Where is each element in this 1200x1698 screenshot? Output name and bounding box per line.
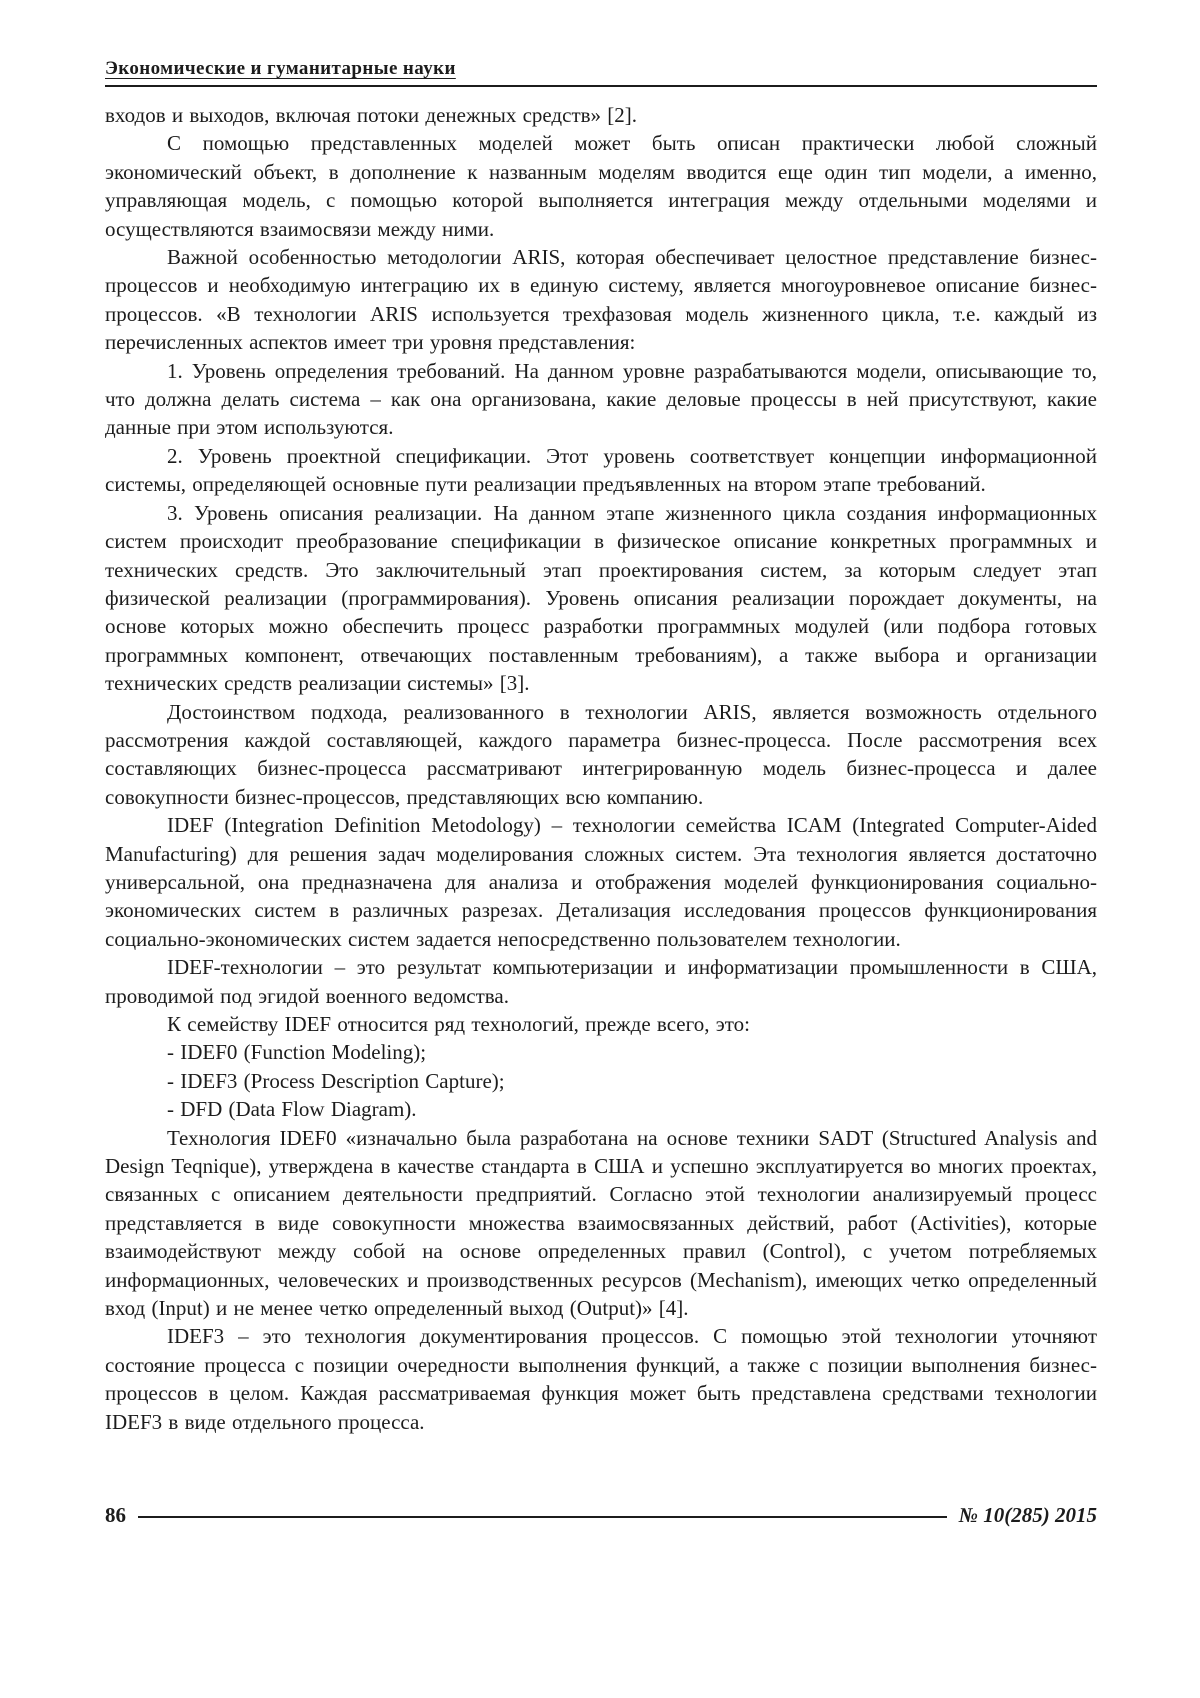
paragraph: - IDEF0 (Function Modeling); — [167, 1040, 427, 1065]
paragraph: Достоинством подхода, реализованного в технологии ARIS, является возможность отдельного рассмотрения каждой составляющей, каждого параметра бизнес-процесса. После рассмотрения всех составляющих бизнес-процесса рассматривают интегрированную модель бизнес-процесса и далее совокупности бизнес-процессов, представляющих всю компанию. — [105, 699, 1097, 809]
paragraph: IDEF-технологии – это результат компьютеризации и информатизации промышленности в США, проводимой под эгидой военного ведомства. — [105, 955, 1097, 1008]
paragraph: входов и выходов, включая потоки денежных средств» [2]. — [105, 103, 638, 127]
running-head — [105, 58, 1097, 87]
article-body — [105, 101, 1097, 1436]
paragraph: Технология IDEF0 «изначально была разработана на основе техники SADT (Structured Analysis and Design Teqnique), утверждена в качестве стандарта в США и успешно эксплуатируется во многих проектах, связанных с описанием деятельности предприятий. Согласно этой технологии анализируемый процесс представляется в виде совокупности множества взаимосвязанных действий, работ (Activities), которые взаимодействуют между собой на основе определенных правил (Control), с учетом потребляемых информационных, человеческих и производственных ресурсов (Mechanism), имеющих четко определенный вход (Input) и не менее четко определенный выход (Output)» [4]. — [105, 1125, 1097, 1321]
paragraph: Важной особенностью методологии ARIS, которая обеспечивает целостное представление бизнес-процессов и необходимую интеграцию их в единую систему, является многоуровневое описание бизнес-процессов. «В технологии ARIS используется трехфазовая модель жизненного цикла, т.е. каждый из перечисленных аспектов имеет три уровня представления: — [105, 245, 1097, 355]
paragraph: - IDEF3 (Process Description Capture); — [167, 1068, 505, 1093]
paragraph: 2. Уровень проектной спецификации. Этот уровень соответствует концепции информационной системы, определяющей основные пути реализации предъявленных на втором этапе требований. — [105, 443, 1097, 497]
paragraph: 1. Уровень определения требований. На данном уровне разрабатываются модели, описывающие то, что должна делать система – как она организована, какие деловые процессы в ней присутствуют, какие данные при этом используются. — [105, 358, 1097, 440]
paragraph: - DFD (Data Flow Diagram). — [167, 1097, 417, 1122]
footer-rule — [138, 1516, 947, 1518]
paragraph: 3. Уровень описания реализации. На данном этапе жизненного цикла создания информационных систем происходит преобразование спецификации в физическое описание конкретных программных и технических средств. Это заключительный этап проектирования систем, за которым следует этап физической реализации (программирования). Уровень описания реализации порождает документы, на основе которых можно обеспечить процесс разработки программных модулей (или подбора готовых программных компонент, отвечающих поставленным требованиям), а также выбора и организации технических средств реализации системы» [3]. — [105, 500, 1097, 696]
issue-label: № 10(285) 2015 — [958, 1503, 1097, 1527]
paragraph: С помощью представленных моделей может быть описан практически любой сложный экономический объект, в дополнение к названным моделям вводится еще один тип модели, а именно, управляющая модель, с помощью которой выполняется интеграция между отдельными моделями и осуществляются взаимосвязи между ними. — [105, 131, 1097, 241]
journal-section-title: Экономические и гуманитарные науки — [105, 58, 456, 79]
page-number: 86 — [105, 1503, 126, 1527]
content-column — [105, 58, 1097, 1436]
paragraph: К семейству IDEF относится ряд технологий, прежде всего, это: — [167, 1012, 750, 1036]
paragraph: IDEF (Integration Definition Metodology) – технологии семейства ICAM (Integrated Computer-Aided Manufacturing) для решения задач моделирования сложных систем. Эта технология является достаточно универсальной, она предназначена для анализа и отображения моделей функционирования социально-экономических систем в различных разрезах. Детализация исследования процессов функционирования социально-экономических систем задается непосредственно пользователем технологии. — [105, 813, 1097, 951]
paragraph: IDEF3 – это технология документирования процессов. С помощью этой технологии уточняют состояние процесса с позиции очередности выполнения функций, а также с позиции выполнения бизнес-процессов в целом. Каждая рассматриваемая функция может быть представлена средствами технологии IDEF3 в виде отдельного процесса. — [105, 1324, 1097, 1434]
page-footer — [105, 1503, 1097, 1528]
